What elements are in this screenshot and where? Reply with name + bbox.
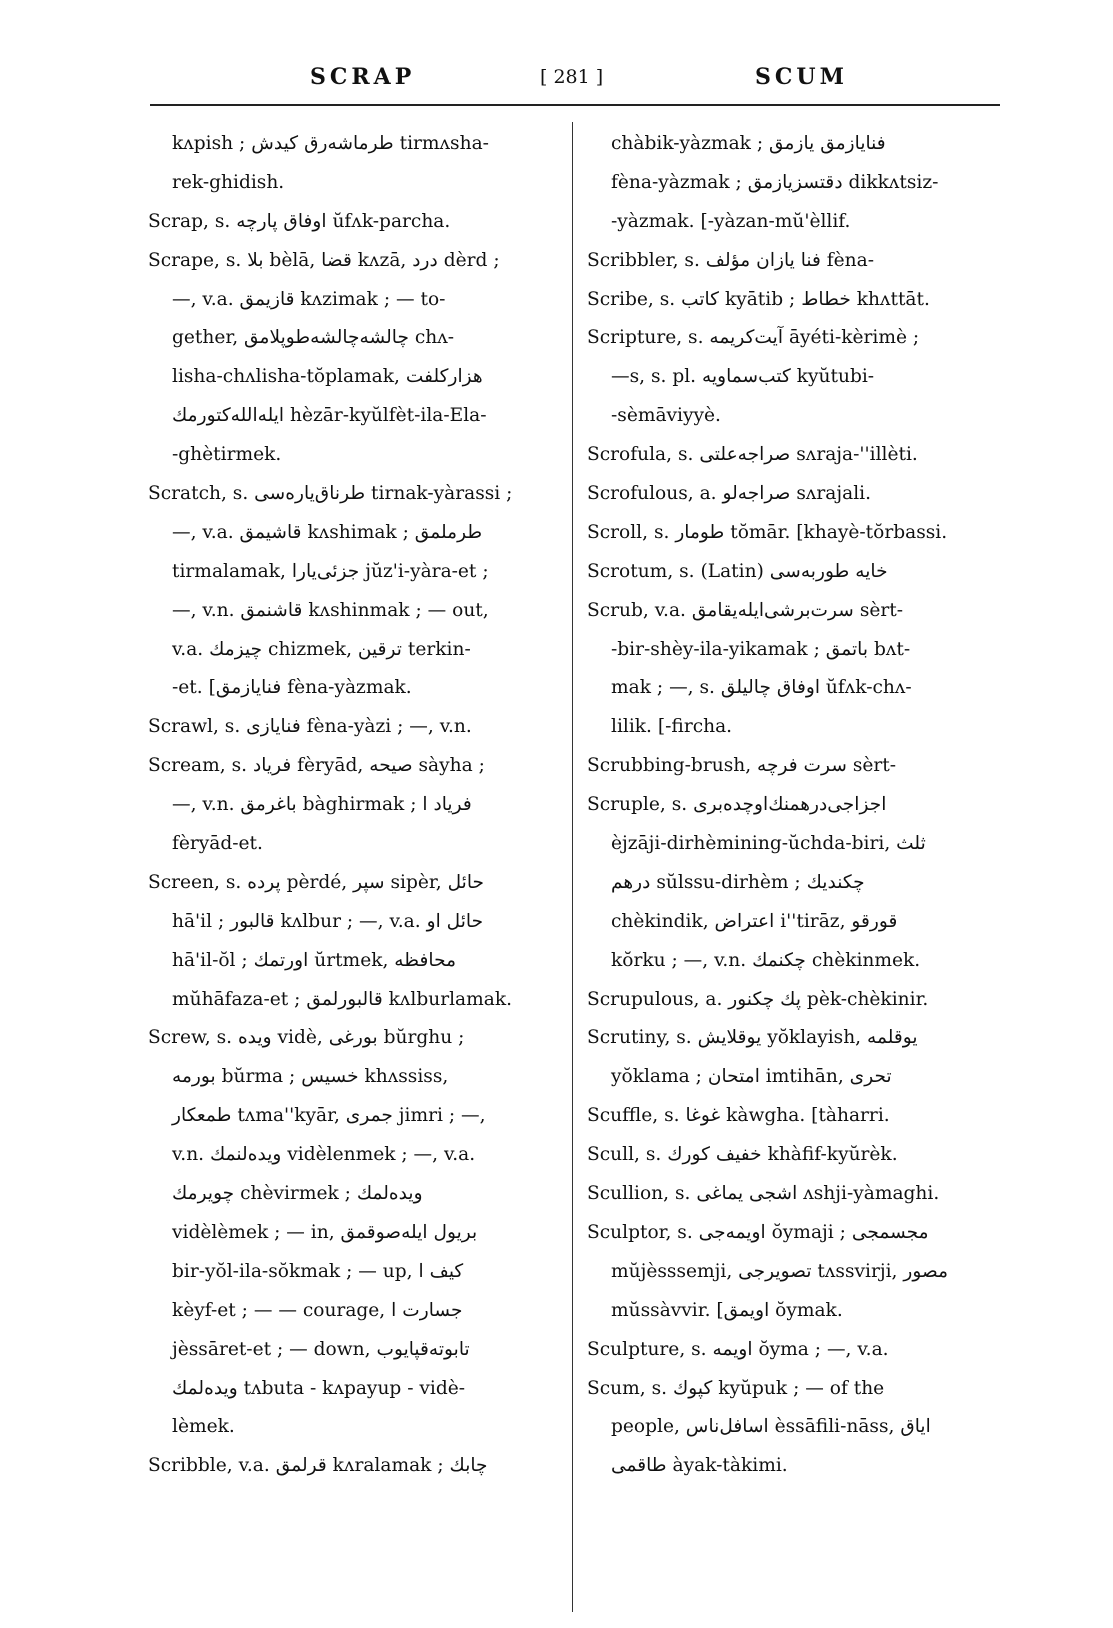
dictionary-line: lilik. [-firchа. bbox=[611, 716, 733, 738]
dictionary-line: -yàzmak. [-yàzan-mŭ'èllif. bbox=[611, 210, 851, 232]
dictionary-line: bir-yŏl-ila-sŏkmak ; — up, كيف ا bbox=[172, 1260, 464, 1282]
dictionary-line: Scum, s. كپوك kyŭpuk ; — of the bbox=[587, 1377, 885, 1399]
dictionary-line: درهم sŭlssu-dirhèm ; چكنديك bbox=[611, 871, 865, 893]
dictionary-line: Scrap, s. اوفاق پارچه ŭfʌk-parcha. bbox=[148, 210, 451, 232]
dictionary-line: v.n. ويده‌لنمك vidèlenmek ; —, v.a. bbox=[172, 1144, 476, 1166]
dictionary-line: Scull, s. خفيف كورك khàfif-kyŭrèk. bbox=[587, 1144, 898, 1166]
dictionary-line: Sculptor, s. اويمه‌جى ŏymaji ; مجسمجى bbox=[587, 1221, 929, 1243]
dictionary-line: Scratch, s. طرناق‌يارەسى tirnak-yàrassi ; bbox=[148, 483, 513, 505]
header-rule bbox=[150, 104, 1000, 106]
dictionary-line: èjzāji-dirhèmining-ŭchda-biri, ثلث bbox=[611, 833, 926, 855]
header-left-guide-word: SCRAP bbox=[310, 64, 416, 90]
dictionary-line: Scrape, s. بلا bèlā, قضا kʌzā, درد dèrd ; bbox=[148, 249, 500, 271]
dictionary-line: -bir-shèy-ila-yikamak ; باتمق bʌt- bbox=[611, 638, 911, 660]
dictionary-line: ويده‌لمك tʌbuta - kʌpayup - vidè- bbox=[172, 1377, 466, 1399]
dictionary-line: -et. [فنايازمق fèna-yàzmak. bbox=[172, 677, 412, 699]
dictionary-line: Scribe, s. كاتب kyātib ; خطاط khʌttāt. bbox=[587, 288, 930, 310]
dictionary-line: rek-ghidish. bbox=[172, 171, 285, 193]
dictionary-line: hā'il-ŏl ; اورتمك ŭrtmek, محافظه bbox=[172, 949, 457, 971]
dictionary-line: v.a. چيزمك chizmek, ترقين terkin- bbox=[172, 638, 471, 660]
column-divider bbox=[572, 122, 573, 1612]
dictionary-line: mŭjèsssemji, تصويرجى tʌssvirji, مصور bbox=[611, 1260, 949, 1282]
dictionary-line: kŏrku ; —, v.n. چكنمك chèkinmek. bbox=[611, 949, 921, 971]
dictionary-line: fèna-yàzmak ; دقتسزيازمق dikkʌtsiz- bbox=[611, 171, 939, 193]
dictionary-line: gether, چالشه‌چالشه‌طوپلامق chʌ- bbox=[172, 327, 455, 349]
dictionary-line: lèmek. bbox=[172, 1416, 235, 1438]
dictionary-line: hā'il ; قالبور kʌlbur ; —, v.a. حائل او bbox=[172, 910, 484, 932]
dictionary-line: chèkindik, اعتراض i''tirāz, قورقو bbox=[611, 910, 898, 932]
dictionary-line: Scrawl, s. فنايازى fèna-yàzi ; —, v.n. bbox=[148, 716, 472, 738]
dictionary-line: -ghètirmek. bbox=[172, 444, 282, 466]
dictionary-line: —s, s. pl. كتب‌سماويه kyŭtubi- bbox=[611, 366, 875, 388]
dictionary-line: طمعكار tʌma''kyār, جمرى jimri ; —, bbox=[172, 1105, 486, 1127]
dictionary-line: jèssāret-et ; — down, تابوته‌قپايوب bbox=[172, 1338, 470, 1360]
dictionary-line: vidèlèmek ; — in, بريول ايله‌صوقمق bbox=[172, 1221, 478, 1243]
dictionary-line: Scrofulous, a. صراجه‌لو sʌrajali. bbox=[587, 483, 872, 505]
dictionary-line: ايله‌الله‌كتورمك hèzār-kyŭlfèt-ila-Ela- bbox=[172, 405, 487, 427]
dictionary-line: Scruple, s. اجزاجى‌درهمنك‌اوچده‌برى bbox=[587, 794, 887, 816]
dictionary-line: yŏklama ; امتحان imtihān, تحرى bbox=[611, 1066, 892, 1088]
dictionary-line: Scripture, s. آيت‌كريمه āyéti-kèrimè ; bbox=[587, 327, 920, 349]
dictionary-line: —, v.a. قاشيمق kʌshimak ; طرملمق bbox=[172, 521, 483, 543]
dictionary-line: Scullion, s. اشجى يماغى ʌshji-yàmaghi. bbox=[587, 1183, 940, 1205]
dictionary-line: Scrofula, s. صراجه‌علتى sʌraja-''illèti. bbox=[587, 444, 918, 466]
dictionary-line: Scrutiny, s. يوقلايش yŏklayish, يوقلمه bbox=[587, 1027, 918, 1049]
dictionary-line: Scribbler, s. فنا يازان مؤلف fèna- bbox=[587, 249, 875, 271]
dictionary-line: —, v.a. قازيمق kʌzimak ; — to- bbox=[172, 288, 446, 310]
right-column bbox=[587, 125, 1007, 1486]
dictionary-line: طاقمى àyak-tàkimi. bbox=[611, 1455, 788, 1477]
dictionary-line: Screw, s. ويده vidè, بورغى bŭrghu ; bbox=[148, 1027, 465, 1049]
dictionary-line: lisha-chʌlisha-tŏplamak, هزاركلفت bbox=[172, 366, 483, 388]
dictionary-line: Sculpture, s. اويمه ŏyma ; —, v.a. bbox=[587, 1338, 889, 1360]
dictionary-line: Scroll, s. طومار tŏmār. [khayè-tŏrbassi. bbox=[587, 521, 948, 543]
left-column bbox=[148, 125, 563, 1486]
dictionary-line: چويرمك chèvirmek ; ويده‌لمك bbox=[172, 1183, 423, 1205]
dictionary-line: -sèmāviyyè. bbox=[611, 405, 721, 427]
dictionary-line: mak ; —, s. اوفاق چاليلق ŭfʌk-chʌ- bbox=[611, 677, 912, 699]
dictionary-line: mŭhāfaza-et ; قالبورلمق kʌlburlamak. bbox=[172, 988, 513, 1010]
page-number: [ 281 ] bbox=[540, 66, 604, 88]
dictionary-line: Scrubbing-brush, سرت فرچه sèrt- bbox=[587, 755, 897, 777]
page-header bbox=[150, 64, 1000, 98]
dictionary-line: Scuffle, s. غوغا kàwgha. [tàharri. bbox=[587, 1105, 890, 1127]
dictionary-line: Scream, s. فرياد fèryād, صيحه sàyha ; bbox=[148, 755, 485, 777]
dictionary-line: Scribble, v.a. قرلمق kʌralamak ; چابك bbox=[148, 1455, 488, 1477]
dictionary-line: —, v.n. باغرمق bàghirmak ; فرياد ا bbox=[172, 794, 472, 816]
dictionary-line: —, v.n. قاشنمق kʌshinmak ; — out, bbox=[172, 599, 489, 621]
dictionary-line: chàbik-yàzmak ; فنايازمق يازمق bbox=[611, 133, 886, 154]
dictionary-line: Scrupulous, a. پك چكنور pèk-chèkinir. bbox=[587, 988, 929, 1010]
dictionary-line: بورمه bŭrma ; خسيس khʌssiss, bbox=[172, 1066, 449, 1088]
header-right-guide-word: SCUM bbox=[755, 64, 848, 90]
dictionary-line: tirmalamak, جزئى‌يارا jŭz'i-yàra-et ; bbox=[172, 560, 489, 582]
dictionary-line: Screen, s. پرده pèrdé, سپر sipèr, حائل bbox=[148, 871, 484, 893]
dictionary-line: mŭssàvvir. [اويمق ŏymak. bbox=[611, 1299, 843, 1321]
dictionary-line: kʌpish ; طرماشه‌رق كيدش tirmʌsha- bbox=[172, 133, 489, 154]
dictionary-line: fèryād-et. bbox=[172, 833, 263, 855]
dictionary-line: kèyf-et ; — — courage, جسارت ا bbox=[172, 1299, 463, 1321]
dictionary-line: Scrub, v.a. سرت‌برشى‌ايله‌يقامق sèrt- bbox=[587, 599, 904, 621]
dictionary-line: Scrotum, s. (Latin) خايه طوربەسى bbox=[587, 560, 888, 582]
dictionary-line: people, اسافل‌ناس èssāfili-nāss, اياق bbox=[611, 1416, 931, 1438]
